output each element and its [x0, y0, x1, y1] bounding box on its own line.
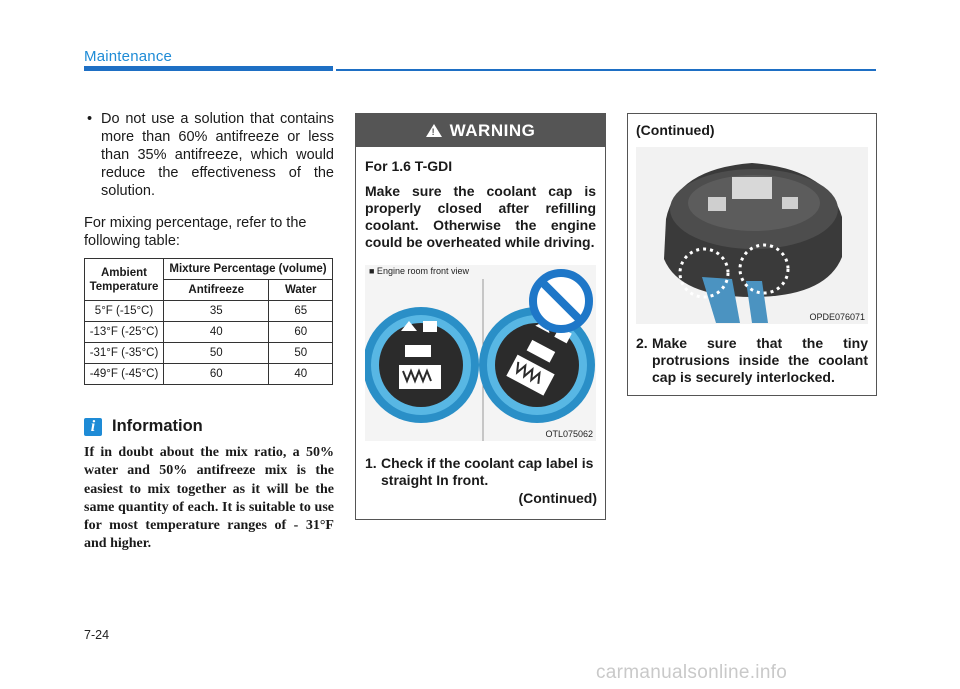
step-2 [636, 335, 868, 386]
coolant-cap-photo [636, 147, 868, 324]
information-body: If in doubt about the mix ratio, a 50% water and 50% antifreeze mix is the easiest to mix together as it will be the same quantity of each. It is suitable to use for most temperature ranges of - 31°F and higher. [84, 445, 334, 552]
step-number: 1. [365, 455, 377, 471]
header-rule-thick [84, 66, 333, 71]
warning-label: WARNING [449, 120, 536, 140]
prohibited-icon [533, 273, 589, 329]
coolant-cap-illustration [365, 265, 596, 441]
information-title: Information [112, 417, 203, 435]
image-code: OTL075062 [545, 429, 593, 439]
step-text: Check if the coolant cap label is straight In front. [381, 455, 594, 488]
cell-temperature: -49°F (-45°C) [85, 364, 164, 385]
section-title: Maintenance [84, 48, 173, 65]
information-icon: i [84, 418, 102, 436]
cell-antifreeze: 35 [164, 301, 269, 322]
cell-water: 40 [269, 364, 333, 385]
mixing-paragraph: For mixing percentage, refer to the following table: [84, 215, 307, 249]
coolant-cap-front-view-image [365, 265, 596, 441]
watermark: carmanualsonline.info [596, 662, 788, 683]
mixture-table [84, 258, 333, 385]
cell-antifreeze: 50 [164, 343, 269, 364]
table-row [85, 343, 333, 364]
table-header-row [85, 259, 333, 280]
step-text: Make sure that the tiny protrusions inside the coolant cap is securely interlocked. [652, 335, 868, 385]
col-mixture-percentage: Mixture Percentage (volume) [164, 259, 333, 280]
table-row [85, 301, 333, 322]
warning-header [356, 114, 605, 147]
continued-label: (Continued) [636, 122, 715, 138]
warning-step-1 [365, 455, 597, 489]
warning-content [356, 147, 605, 251]
cell-water: 50 [269, 343, 333, 364]
warning-triangle-icon: ! [426, 124, 442, 137]
header-rule-thin [336, 69, 876, 71]
col-water: Water [269, 280, 333, 301]
cell-water: 60 [269, 322, 333, 343]
step-number: 2. [636, 335, 648, 351]
cell-antifreeze: 40 [164, 322, 269, 343]
table-row [85, 322, 333, 343]
information-heading [84, 417, 203, 436]
cell-temperature: -13°F (-25°C) [85, 322, 164, 343]
cell-temperature: -31°F (-35°C) [85, 343, 164, 364]
cell-antifreeze: 60 [164, 364, 269, 385]
warning-continued: (Continued) [518, 490, 597, 506]
col-ambient-temperature: Ambient Temperature [85, 259, 164, 301]
coolant-cap-protrusions-image [636, 147, 868, 324]
bullet-antifreeze-limits: • Do not use a solution that contains more than 60% antifreeze or less than 35% antifreeze, which would reduce the effectiveness of the solution. [87, 110, 334, 200]
left-column [84, 110, 334, 250]
image-caption: ■ Engine room front view [369, 266, 469, 276]
cell-water: 65 [269, 301, 333, 322]
warning-subtitle: For 1.6 T-GDI [365, 158, 453, 174]
cell-temperature: 5°F (-15°C) [85, 301, 164, 322]
continued-box [627, 113, 877, 396]
col-antifreeze: Antifreeze [164, 280, 269, 301]
table-row [85, 364, 333, 385]
warning-text: Make sure the coolant cap is properly closed after refilling coolant. Otherwise the engine could be overheated while driving. [365, 183, 596, 250]
image-code: OPDE076071 [809, 312, 865, 322]
page-number: 7-24 [84, 628, 110, 642]
